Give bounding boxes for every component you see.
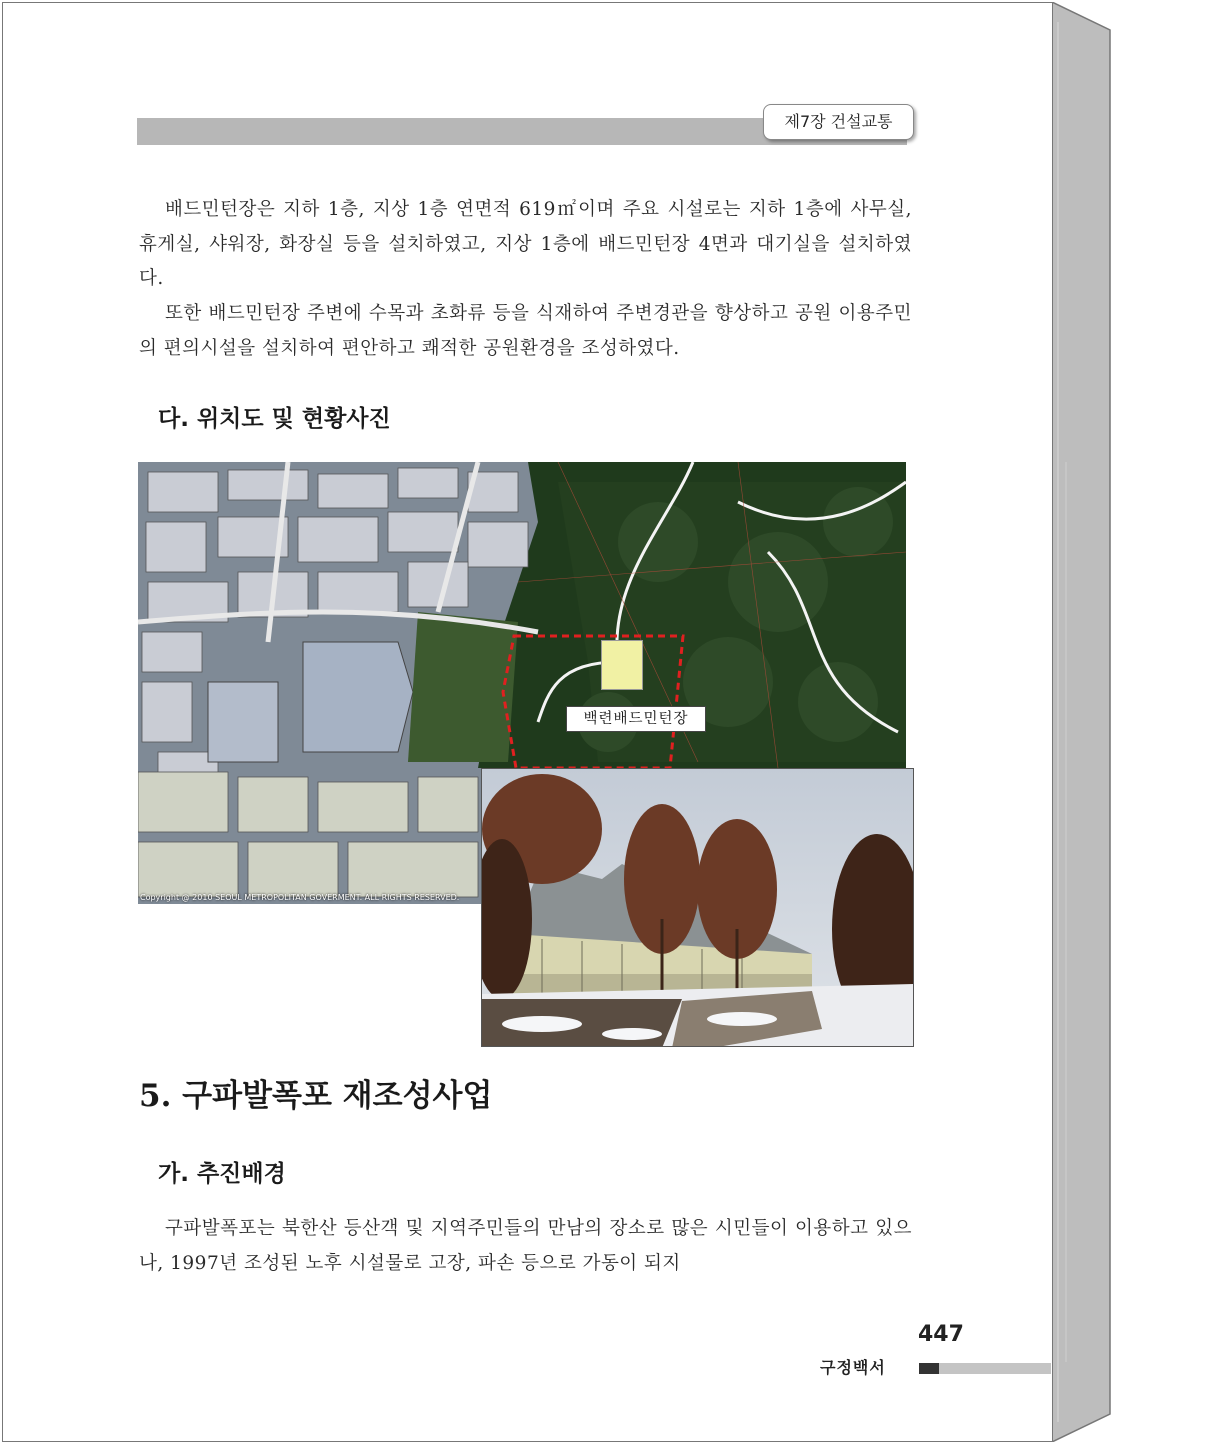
background-paragraph: 구파발폭포는 북한산 등산객 및 지역주민들의 만남의 장소로 많은 시민들이 이용하고 있으나, 1997년 조성된 노후 시설물로 고장, 파손 등으로 가동이 되지 xyxy=(139,1218,912,1274)
page-number: 447 xyxy=(918,1322,964,1347)
map-copyright: Copyright @ 2010 SEOUL METROPOLITAN GOVERMENT. ALL RIGHTS RESERVED. xyxy=(140,893,460,902)
footer-bar xyxy=(939,1363,1051,1374)
intro-paragraph-1: 배드민턴장은 지하 1층, 지상 1층 연면적 619㎡이며 주요 시설로는 지하 1층에 사무실, 휴게실, 샤워장, 화장실 등을 설치하였고, 지상 1층에 배드민턴장 4면과 대기실을 설치하였다. xyxy=(139,199,912,289)
map-location-label: 백련배드민턴장 xyxy=(566,706,706,732)
book-title: 구정백서 xyxy=(820,1358,886,1377)
site-photo xyxy=(481,768,914,1047)
background-heading: 가. 추진배경 xyxy=(158,1161,286,1187)
book-edge xyxy=(1052,2,1114,1442)
chapter-tag: 제7장 건설교통 xyxy=(763,104,914,140)
badminton-court-marker xyxy=(601,640,643,690)
location-heading: 다. 위치도 및 현황사진 xyxy=(158,406,391,432)
intro-paragraph-2: 또한 배드민턴장 주변에 수목과 초화류 등을 식재하여 주변경관을 향상하고 공원 이용주민의 편의시설을 설치하여 편안하고 쾌적한 공원환경을 조성하였다. xyxy=(139,303,912,359)
footer-marker xyxy=(919,1363,939,1374)
section-heading: 5. 구파발폭포 재조성사업 xyxy=(139,1078,493,1114)
badminton-hall-photo xyxy=(482,769,914,1047)
